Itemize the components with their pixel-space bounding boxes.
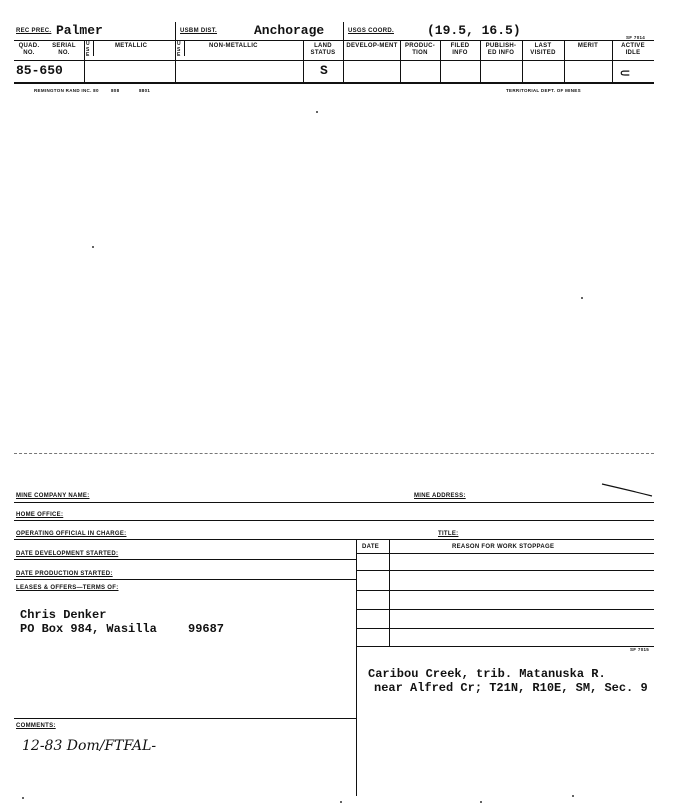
- owner-zip: 99687: [188, 622, 225, 636]
- rec-prec-value: Palmer: [56, 23, 103, 38]
- title-label: TITLE:: [438, 531, 459, 537]
- top-card: [14, 22, 654, 84]
- col-metallic: METALLIC: [115, 43, 148, 49]
- col-merit: MERIT: [577, 43, 599, 49]
- comment-handwritten: 12-83 Dom/FTFAL-: [22, 738, 157, 754]
- usgs-coord-label: USGS COORD.: [348, 28, 394, 34]
- reason-col-header: REASON FOR WORK STOPPAGE: [452, 544, 555, 550]
- mine-company-label: MINE COMPANY NAME:: [16, 493, 90, 499]
- form-code-top: SF 7014: [626, 35, 646, 40]
- mine-address-label: MINE ADDRESS:: [414, 493, 466, 499]
- date-dev-label: DATE DEVELOPMENT STARTED:: [16, 551, 119, 557]
- home-office-label: HOME OFFICE:: [16, 512, 64, 518]
- corner-scribble: [600, 478, 654, 500]
- department-label: TERRITORIAL DEPT. OF MINES: [506, 88, 581, 93]
- col-production: PRODUC-TION: [404, 43, 436, 56]
- col-last-visited: LAST VISITED: [530, 43, 556, 56]
- owner-address: PO Box 984, Wasilla: [20, 622, 157, 636]
- date-prod-label: DATE PRODUCTION STARTED:: [16, 571, 113, 577]
- check-mark: ⸦: [618, 65, 632, 81]
- land-status-value: S: [320, 63, 328, 78]
- col-filed-info: FILED INFO: [450, 43, 470, 56]
- usbm-dist-value: Anchorage: [254, 23, 325, 38]
- location-line-1: Caribou Creek, trib. Matanuska R.: [368, 667, 606, 681]
- printer-code-1: 808: [111, 88, 120, 93]
- quad-serial-value: 85-650: [16, 63, 63, 78]
- col-non-metallic: NON-METALLIC: [209, 43, 258, 49]
- printer-code-2: 8801: [139, 88, 151, 93]
- col-development: DEVELOP-MENT: [346, 43, 398, 49]
- usbm-dist-label: USBM DIST.: [180, 28, 218, 34]
- operating-official-label: OPERATING OFFICIAL IN CHARGE:: [16, 531, 127, 537]
- form-code-bottom: SF 7015: [630, 647, 650, 652]
- col-use-2: USE: [177, 41, 181, 58]
- col-quad-no: QUAD. NO.: [18, 43, 40, 56]
- owner-name: Chris Denker: [20, 608, 107, 622]
- date-col-header: DATE: [362, 544, 380, 550]
- col-use-1: USE: [86, 41, 90, 58]
- usgs-coord-value: (19.5, 16.5): [427, 23, 521, 38]
- leases-label: LEASES & OFFERS—TERMS OF:: [16, 585, 119, 591]
- location-line-2: near Alfred Cr; T21N, R10E, SM, Sec. 9: [374, 681, 648, 695]
- col-published-info: PUBLISH-ED INFO: [485, 43, 517, 56]
- printer-label: REMINGTON RAND INC. 80: [34, 88, 99, 93]
- col-active-idle: ACTIVE IDLE: [621, 43, 645, 56]
- col-land-status: LAND STATUS: [310, 43, 336, 56]
- col-serial-no: SERIAL NO.: [52, 43, 76, 56]
- rec-prec-label: REC PREC.: [16, 28, 52, 34]
- comments-label: COMMENTS:: [16, 723, 56, 729]
